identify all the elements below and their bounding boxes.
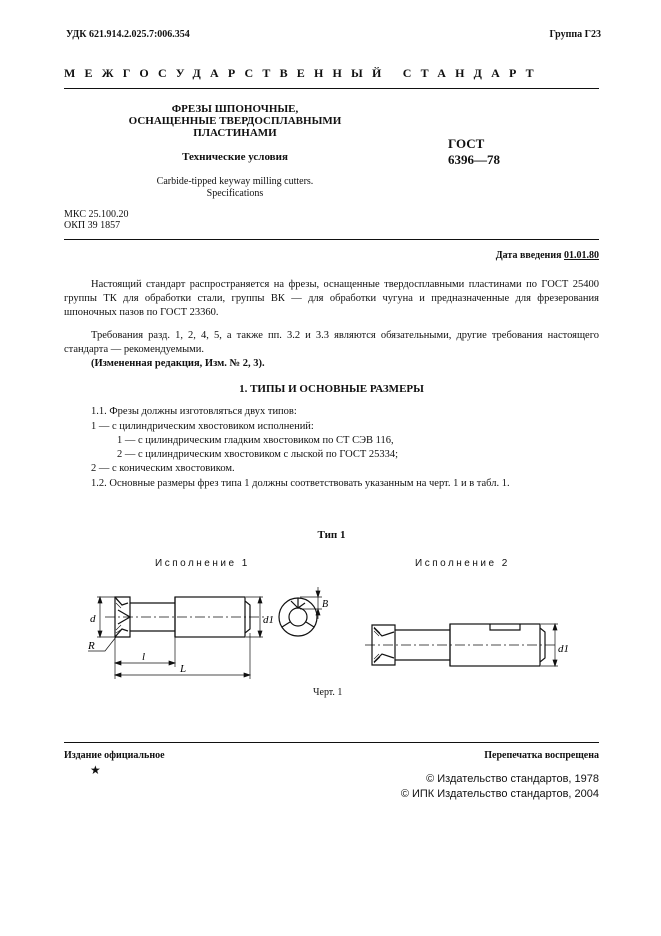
official-edition: Издание официальное <box>64 750 165 761</box>
paragraph-requirements: Требования разд. 1, 2, 4, 5, а также пп. 3.2 и 3.3 являются обязательными, другие требования настоящего стандарта — рекомендуемыми. <box>64 330 599 355</box>
title-rule <box>64 239 599 240</box>
reprint-notice: Перепечатка воспрещена <box>484 750 599 761</box>
dim-d1-label-2: d1 <box>558 643 569 655</box>
type-2-line: 2 — с коническим хвостовиком. <box>91 463 235 474</box>
effective-date: Дата введения 01.01.80 <box>495 250 599 261</box>
variant-1-drawing <box>70 575 340 690</box>
figure-type-label: Тип 1 <box>317 529 346 541</box>
english-title: Carbide-tipped keyway milling cutters. Specifications <box>156 176 314 199</box>
dim-d1-label: d1 <box>263 614 274 626</box>
header-rule <box>64 88 599 89</box>
variant-1-label: Исполнение 1 <box>155 558 250 569</box>
document-subtitle: Технические условия <box>182 151 288 163</box>
classification-codes: МКС 25.100.20 ОКП 39 1857 <box>64 209 129 231</box>
variant-2-line: 2 — с цилиндрическим хвостовиком с лыской по ГОСТ 25334; <box>117 449 399 460</box>
dim-b-label: B <box>322 599 329 610</box>
footer-rule <box>64 742 599 743</box>
variant-2-label: Исполнение 2 <box>415 558 510 569</box>
group-code: Группа Г23 <box>549 29 601 40</box>
dim-r-label: R <box>88 640 95 652</box>
udk-code: УДК 621.914.2.025.7:006.354 <box>66 29 190 40</box>
variant-2-drawing <box>360 600 570 685</box>
clause-1-1: 1.1. Фрезы должны изготовляться двух типов: <box>91 406 297 417</box>
document-title: ФРЕЗЫ ШПОНОЧНЫЕ, ОСНАЩЕННЫЕ ТВЕРДОСПЛАВНЫМИ ПЛАСТИНАМИ <box>128 103 342 139</box>
variant-1-line: 1 — с цилиндрическим гладким хвостовиком по СТ СЭВ 116, <box>117 435 394 446</box>
paragraph-scope: Настоящий стандарт распространяется на фрезы, оснащенные твердосплавными пластинами по ГОСТ 25400 группы ТК для обработки стали, группы ВК — для обработки чугуна и предназначенные для фрезерования шпоночных пазов по ГОСТ 23360. <box>64 279 599 318</box>
star-icon: ★ <box>90 763 101 777</box>
standard-banner: МЕЖГОСУДАРСТВЕННЫЙ СТАНДАРТ <box>64 66 543 80</box>
dim-L-label: L <box>180 663 187 675</box>
figure-caption: Черт. 1 <box>313 687 343 698</box>
copyright: © Издательство стандартов, 1978 © ИПК Издательство стандартов, 2004 <box>400 773 599 800</box>
type-1-line: 1 — с цилиндрическим хвостовиком исполнений: <box>91 421 314 432</box>
dim-d-label: d <box>90 613 96 625</box>
paragraph-amendment: (Измененная редакция, Изм. № 2, 3). <box>91 358 265 369</box>
dim-l-label: l <box>142 651 146 663</box>
clause-1-2: 1.2. Основные размеры фрез типа 1 должны соответствовать указанным на черт. 1 и в табл. 1. <box>91 478 510 489</box>
section-heading: 1. ТИПЫ И ОСНОВНЫЕ РАЗМЕРЫ <box>239 383 424 395</box>
gost-number: ГОСТ 6396—78 <box>448 136 500 167</box>
